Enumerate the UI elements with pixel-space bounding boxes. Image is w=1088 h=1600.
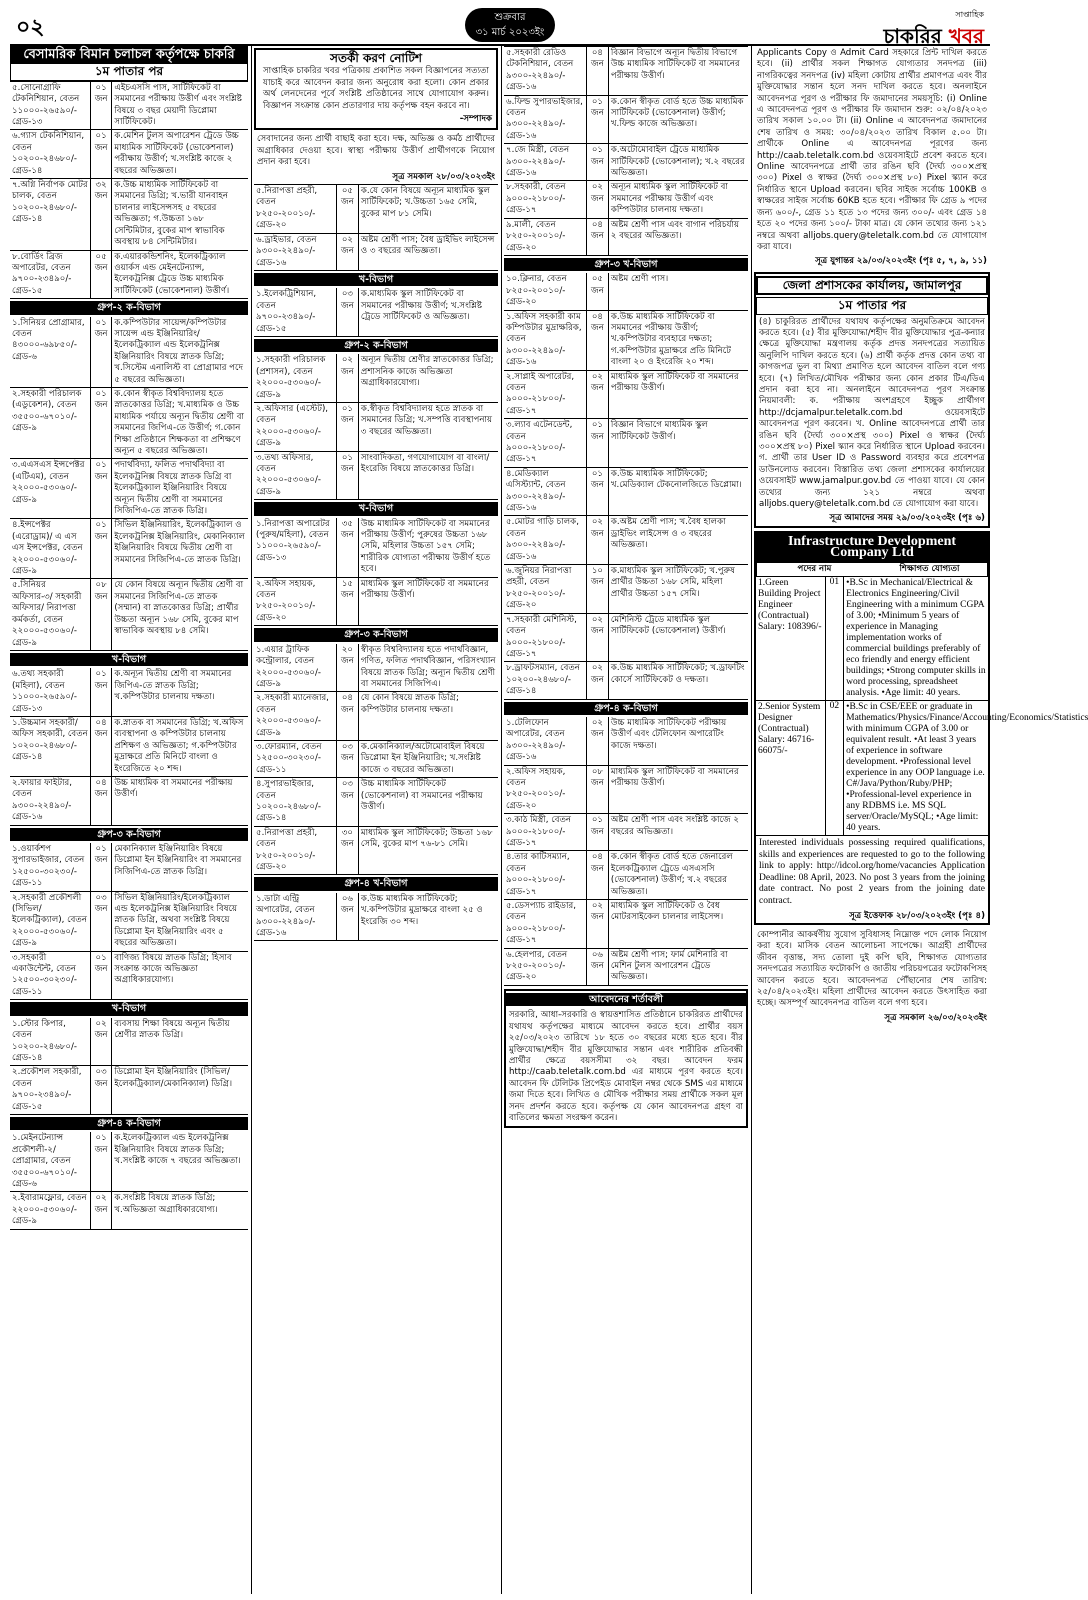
table-row [254, 578, 498, 627]
column-2 [254, 46, 498, 1594]
qualification-text: যে কোন বিষয়ে অন্যূন দ্বিতীয় শ্রেণী বা সমমানের সিজিপিএ-তে স্নাতক (সম্মান) বা স্নাতকোত্তর ডিগ্রি; প্রার্থীর উচ্চতা অন্যূন ১৬৮ সেমি, বুকের মাপ স্বাভাবিক অবস্থায় ৮৪ সেমি। [114, 580, 244, 637]
table-row [504, 766, 748, 815]
job-post-name: ১.এয়ার ট্রাফিক কন্ট্রোলার, বেতন ২২০০০-৫৩০৬০/- গ্রেড-৯ [254, 644, 337, 692]
jamalpur-body: (৪) চাকুরিরত প্রার্থীদের যথাযথ কর্তৃপক্ষের অনুমতিক্রমে আবেদন করতে হবে। (৫) বীর মুক্তিযোদ্ধা/শহীদ বীর মুক্তিযোদ্ধার পুত্র-কন্যার ক্ষেত্রে মুক্তিযোদ্ধা মন্ত্রণালয় কর্তৃক প্রদত্ত সনদপত্রের সত্যায়িত অনুলিপি দাখিল করতে হবে। (৬) প্রার্থী কর্তৃক প্রদত্ত কোন তথ্য বা কাগজপত্র ভুল বা মিথ্যা প্রমাণিত হলে আবেদন বাতিল বলে গণ্য হবে। (৭) লিখিত/মৌখিক পরীক্ষার জন্য কোন প্রকার টিএ/ডিএ প্রদান করা হবে না। অনলাইনে আবেদনপত্র পূরণ সংক্রান্ত নিয়মাবলী: ক. পরীক্ষায় অংশগ্রহণে ইচ্ছুক প্রার্থীগণ http://dcjamalpur.teletalk.com.bd ওয়েবসাইটে আবেদনপত্র পূরণ করবেন। খ. Online আবেদনপত্রে প্রার্থী তার রঙিন ছবি (দৈর্ঘ্য ৩০০×প্রস্থ ৩০০) Pixel ও স্বাক্ষর (দৈর্ঘ্য ৩০০×প্রস্থ ৮০) Pixel স্ক্যান করে নির্ধারিত স্থানে Upload করবেন। গ. প্রার্থী তার User ID ও Password ব্যবহার করে প্রবেশপত্র ডাউনলোড করবেন। বিস্তারিত তথ্য জেলা প্রশাসকের কার্যালয়ের ওয়েবসাইট www.jamalpur.gov.bd তে পাওয়া যাবে। যে কোন তথ্যের জন্য ১২১ নম্বরে অথবা alljobs.query@teletalk.com.bd তে যোগাযোগ করা যাবে। [759, 316, 985, 510]
qualification-text: ক.মেশিন টুলস অপারেশন ট্রেডে উচ্চ মাধ্যমিক সার্টিফিকেট (ভোকেশনাল) পরীক্ষায় উত্তীর্ণ; খ.সংশ্লিষ্ট কাজে ২ বছরের অভিজ্ঞতা। [114, 131, 239, 176]
job-post-name: ৫.সোনোগ্রাফি টেকনিশিয়ান, বেতন ১১০০০-২৬৫৯০/- গ্রেড-১৩ [10, 82, 91, 130]
job-post-name: ১.সিনিয়র প্রোগ্রামার, বেতন ৪৩০০০-৬৯৮৫০/- গ্রেড-৬ [10, 317, 91, 387]
table-row [504, 96, 748, 145]
vacancy-count: ৩০ জন [337, 827, 359, 875]
qualification-text: ক.যে কোন বিষয়ে অন্যূন মাধ্যমিক স্কুল সার্টিফিকেট; খ.উচ্চতা ১৬৫ সেমি, বুকের মাপ ৮১ সেমি। [360, 186, 490, 219]
vacancy-count: ০৪ জন [587, 47, 609, 95]
job-post-name: ৪.মেডিক্যাল এসিস্ট্যান্ট, বেতন ৯৩০০-২২৪৯০/- গ্রেড-১৬ [504, 468, 587, 516]
vacancy-count: ০২ জন [587, 371, 609, 419]
vacancy-count: ০১ জন [91, 952, 112, 1000]
table-row [10, 843, 248, 892]
vacancy-count: ০৩ জন [91, 1066, 112, 1114]
qualification-text: সিভিল ইঞ্জিনিয়ারিং, ইলেকট্রিক্যাল ও ইলেকট্রনিক্স ইঞ্জিনিয়ারিং, মেকানিক্যাল ইঞ্জিনিয়ারিং বিষয়ে দ্বিতীয় শ্রেণী বা সমমানের সিজিপিএ-তে স্নাতক ডিগ্রি। [114, 520, 245, 565]
qualification-text: অন্যূন মাধ্যমিক স্কুল সার্টিফিকেট বা সমমানের পরীক্ষায় উত্তীর্ণ এবং কম্পিউটার চালনায় দক্ষতা। [610, 182, 728, 216]
table-row [504, 949, 748, 986]
job-post-name: ১০.ক্লিনার, বেতন ৮২৫০-২০০১০/- গ্রেড-২০ [504, 273, 587, 309]
job-post-name: ১.মেইনটেন্যান্স প্রকৌশলী-২/ প্রোগ্রামার, বেতন ৩৫৫০০-৬৭০১০/- গ্রেড-৬ [10, 1132, 91, 1191]
vacancy-count: ০১ জন [91, 388, 112, 458]
job-post-name: ২.সহকারী প্রকৌশলী (সিভিল/ ইলেকট্রিক্যাল), বেতন ২২০০০-৫৩০৬০/- গ্রেড-৯ [10, 892, 91, 951]
job-post-name: ৩.তথ্য অফিসার, বেতন ২২০০০-৫৩০৬০/- গ্রেড-৯ [254, 452, 337, 500]
vacancy-count: ০১ জন [337, 452, 359, 500]
column-4 [754, 46, 1088, 1594]
qualification-text: অষ্টম শ্রেণী পাস; ফার্ম মেশিনারি বা মেশিন টুলস অপারেশন ট্রেডে অভিজ্ঞতা। [610, 949, 728, 983]
warning-notice-body: সাপ্তাহিক চাকরির খবর পত্রিকায় প্রকাশিত সকল বিজ্ঞাপনের সত্যতা যাচাই করে আবেদন করার জন্য অনুরোধ করা হলো। কোন প্রকার অর্থ লেনদেনের পূর্বে সংশ্লিষ্ট প্রতিষ্ঠানের সাথে যোগাযোগ করুন। বিজ্ঞাপন সংক্রান্ত কোন প্রতারণার দায় কর্তৃপক্ষ বহন করবে না। [263, 66, 489, 111]
vacancy-count: ০৩ জন [91, 892, 112, 951]
vacancy-count: ১০ জন [587, 565, 609, 613]
idcol-post-name: 1.Green Building Project Engineer (Contractual) Salary: 108396/- [756, 577, 826, 700]
table-row [10, 1066, 248, 1115]
table-row [504, 311, 748, 371]
table-row [504, 717, 748, 766]
jamalpur-subtitle: ১ম পাতার পর [756, 297, 988, 314]
job-post-name: ৫.সিনিয়র অফিসার-৩/ সহকারী অফিসার/ নিরাপত্তা কর্মকর্তা, বেতন ২২০০০-৫৩০৬০/- গ্রেড-৯ [10, 579, 91, 649]
vacancy-count: ০৪ জন [587, 851, 609, 899]
qualification-text: ক.উচ্চ মাধ্যমিক সার্টিফিকেট বা সমমানের পরীক্ষায় উত্তীর্ণ; খ.কম্পিউটার ব্যবহারে দক্ষতা; গ.কম্পিউটার মুদ্রাক্ষরে প্রতি মিনিটে বাংলা ২০ ও ইংরেজি ২০ শব্দ। [610, 311, 731, 368]
job-post-name: ১.টেলিফোন অপারেটর, বেতন ৯৩০০-২২৪৯০/- গ্রেড-১৬ [504, 717, 587, 765]
qualification-text: ক.এয়ারকন্ডিশনিং, ইলেকট্রিক্যাল ওয়ার্কস এন্ড মেইনটেন্যান্স, ইলেকট্রনিক্স ট্রেডে উচ্চ মাধ্যমিক সার্টিফিকেট (ভোকেশনাল) উত্তীর্ণ। [114, 251, 230, 296]
section-header: গ্রুপ-৪ ক-বিভাগ [10, 1117, 248, 1130]
date-badge [465, 8, 555, 42]
qualification-text: ক.উচ্চ মাধ্যমিক সার্টিফিকেট বা সমমানের ডিগ্রি; খ.ভারী যানবাহন চালনার লাইসেন্সসহ ৫ বছরের অভিজ্ঞতা; গ.উচ্চতা ১৬৮ সেন্টিমিটার, বুকের মাপ স্বাভাবিক অবস্থায় ৮৪ সেন্টিমিটার। [114, 180, 229, 248]
job-post-name: ২.অফিস সহায়ক, বেতন ৮২৫০-২০০১০/- গ্রেড-২০ [254, 578, 337, 626]
job-post-name: ১.সহকারী পরিচালক (প্রশাসন), বেতন ২২০০০-৫৩০৬০/- গ্রেড-৯ [254, 354, 337, 402]
table-row [254, 778, 498, 827]
terms-title: আবেদনের শর্তাবলী [506, 993, 746, 1006]
qualification-text: মেশিনিস্ট ট্রেডে মাধ্যমিক স্কুল সার্টিফিকেট (ভোকেশনাল) উত্তীর্ণ। [610, 614, 726, 637]
job-post-name: ৫.ডেসপ্যাচ রাইডার, বেতন ৯০০০-২১৮০০/- গ্রেড-১৭ [504, 900, 587, 948]
table-row [504, 181, 748, 218]
caab-title: বেসামরিক বিমান চলাচল কর্তৃপক্ষে চাকরি [10, 46, 248, 63]
vacancy-count: ০৫ জন [337, 185, 359, 233]
company-ad-source: সূত্র সমকাল ২৬/০৩/২০২৩ইং [884, 1012, 987, 1023]
qualification-text: বিজ্ঞান বিভাগে অন্যূন দ্বিতীয় বিভাগে উচ্চ মাধ্যমিক সার্টিফিকেট বা সমমানের পরীক্ষায় উত্তীর্ণ। [610, 48, 740, 81]
vacancy-count: ০৮ জন [91, 579, 112, 649]
job-post-name: ৫.নিরাপত্তা প্রহরী, বেতন ৮২৫০-২০০১০/- গ্রেড-২০ [254, 827, 337, 875]
qualification-text: বাণিজ্য বিষয়ে স্নাতক ডিগ্রি; হিসাব সংক্রান্ত কাজে অভিজ্ঞতা অগ্রাধিকারযোগ্য। [114, 952, 232, 986]
qualification-text: অষ্টম শ্রেণী পাস এবং সংশ্লিষ্ট কাজে ২ বছরের অভিজ্ঞতা। [610, 815, 739, 837]
vacancy-count: ০৪ জন [91, 777, 112, 825]
table-row [504, 814, 748, 851]
qualification-text: ক.কম্পিউটার সায়েন্স/কম্পিউটার সায়েন্স এন্ড ইঞ্জিনিয়ারিং/ইলেকট্রিক্যাল এন্ড ইলেকট্রনিক্স ইঞ্জিনিয়ারিং বিষয়ে স্নাতক ডিগ্রি; খ.সিস্টেম এনালিস্ট বা প্রোগ্রামার পদে ৫ বছরের অভিজ্ঞতা। [114, 317, 243, 385]
job-post-name: ১.নিরাপত্তা অপারেটর (পুরুষ/মহিলা), বেতন ১১০০০-২৬৫৯০/- গ্রেড-১৩ [254, 518, 337, 577]
qualification-text: অষ্টম শ্রেণী পাস; বৈধ ড্রাইভিং লাইসেন্স ও ৩ বছরের অভিজ্ঞতা। [360, 234, 495, 257]
job-post-name: ৫.মোটর গাড়ি চালক, বেতন ৯৩০০-২২৪৯০/- গ্রেড-১৬ [504, 516, 587, 564]
job-post-name: ৮.বোর্ডিং ব্রিজ অপারেটর, বেতন ৯৭০০-২৩৪৯০/- গ্রেড-১৫ [10, 251, 91, 299]
table-row [254, 893, 498, 942]
section-header: গ্রুপ-৪ ক-বিভাগ [504, 702, 748, 715]
company-ad-text: কোম্পানীর আকর্ষণীয় সুযোগ সুবিধাসহ নিম্নোক্ত পদে লোক নিয়োগ করা হবে। মাসিক বেতন আলোচনা সাপেক্ষে। আগ্রহী প্রার্থীদের জীবন বৃত্তান্ত, সদ্য তোলা দুই কপি ছবি, শিক্ষাগত যোগ্যতার সনদপত্রের সত্যায়িত ফটোকপি ও জাতীয় পরিচয়পত্রের ফটোকপিসহ আবেদন করতে হবে। আবেদনপত্র পৌঁছানোর শেষ তারিখ: ২৫/০৪/২০২৩ইং। মহিলা প্রার্থীদের আবেদন করতে উৎসাহিত করা হচ্ছে। অসম্পূর্ণ আবেদনপত্র বাতিল বলে গণ্য হবে। [757, 930, 987, 1009]
job-post-name: ৯.মালী, বেতন ৮২৫০-২০০১০/- গ্রেড-২০ [504, 219, 587, 255]
jamalpur-title: জেলা প্রশাসকের কার্যালয়, জামালপুর [756, 276, 988, 295]
table-row [254, 354, 498, 403]
table-row [254, 403, 498, 452]
job-post-name: ৪.সুপারভাইজার, বেতন ১০২০০-২৪৬৮০/- গ্রেড-১৪ [254, 778, 337, 826]
table-row [254, 518, 498, 578]
qualification-text: ব্যবসায় শিক্ষা বিষয়ে অন্যূন দ্বিতীয় শ্রেণীর স্নাতক ডিগ্রি। [114, 1018, 230, 1041]
qualification-text: ক.সংশ্লিষ্ট বিষয়ে স্নাতক ডিগ্রি; খ.অভিজ্ঞতা অগ্রাধিকারযোগ্য। [114, 1193, 218, 1215]
job-post-name: ২.অফিস সহায়ক, বেতন ৮২৫০-২০০১০/- গ্রেড-২০ [504, 766, 587, 814]
table-row [504, 47, 748, 96]
job-post-name: ৭.সহকারী মেশিনিস্ট, বেতন ৯০০০-২১৮০০/- গ্রেড-১৭ [504, 614, 587, 662]
vacancy-count: ০২ জন [337, 234, 359, 270]
table-row [504, 371, 748, 420]
job-post-name: ৭.জে মিস্ত্রী, বেতন ৯৩০০-২২৪৯০/- গ্রেড-১৬ [504, 144, 587, 180]
table-row [10, 1132, 248, 1192]
column-3 [504, 46, 748, 1594]
terms-body: সরকারি, আধা-সরকারি ও স্বায়ত্তশাসিত প্রতিষ্ঠানে চাকরিরত প্রার্থীদের যথাযথ কর্তৃপক্ষের মাধ্যমে আবেদন করতে হবে। প্রার্থীর বয়স ২৫/০৩/২০২৩ তারিখে ১৮ হতে ৩০ বছরের মধ্যে হতে হবে। বীর মুক্তিযোদ্ধা/শহীদ বীর মুক্তিযোদ্ধার সন্তান এবং শারীরিক প্রতিবন্ধী প্রার্থীর ক্ষেত্রে বয়সসীমা ৩২ বছর। আবেদন ফরম http://caab.teletalk.com.bd এর মাধ্যমে পূরণ করতে হবে। আবেদন ফি টেলিটক প্রিপেইড মোবাইল নম্বর থেকে SMS এর মাধ্যমে জমা দিতে হবে। লিখিত ও মৌখিক পরীক্ষার সময় প্রার্থীকে সকল মূল সনদ প্রদর্শন করতে হবে। কর্তৃপক্ষ যে কোন আবেদনপত্র গ্রহণ বা বাতিলের ক্ষমতা সংরক্ষণ করেন। [509, 1010, 743, 1123]
caab-subtitle: ১ম পাতার পর [10, 63, 248, 80]
vacancy-count: ০৫ জন [587, 273, 609, 309]
qualification-text: উচ্চ মাধ্যমিক সার্টিফিকেট বা সমমানের পরীক্ষায় উত্তীর্ণ; পুরুষের উচ্চতা ১৬৮ সেমি, মহিলার উচ্চতা ১৫৭ সেমি; শারীরিক যোগ্যতা পরীক্ষায় উত্তীর্ণ হতে হবে। [360, 518, 491, 575]
table-row [10, 459, 248, 519]
qualification-text: ক.মাধ্যমিক স্কুল সার্টিফিকেট বা সমমানের পরীক্ষায় উত্তীর্ণ; খ.সংশ্লিষ্ট ট্রেডে সার্টিফিকেট ও অভিজ্ঞতা। [360, 289, 483, 323]
vacancy-count: ০১ জন [91, 82, 112, 130]
section-header: গ্রুপ-৩ খ-বিভাগ [504, 258, 748, 271]
job-post-name: ৬.তথ্য সহকারী (মহিলা), বেতন ১১০০০-২৬৫৯০/- গ্রেড-১৩ [10, 668, 91, 716]
page-number: ০২ [16, 15, 45, 40]
vacancy-count: ০২ জন [587, 900, 609, 948]
vacancy-count: ৩২ জন [91, 179, 112, 249]
columns [10, 46, 1088, 1594]
table-row [10, 952, 248, 1001]
masthead [10, 6, 990, 46]
table-row [254, 234, 498, 271]
job-table-2 [254, 184, 498, 941]
table-row [254, 741, 498, 778]
vacancy-count: ০৪ জন [91, 717, 112, 776]
qualification-text: অষ্টম শ্রেণী পাস এবং বাগান পরিচর্যায় ২ বছরের অভিজ্ঞতা। [610, 219, 740, 242]
job-post-name: ৫.সহকারী রেডিও টেকনিশিয়ান, বেতন ৯৩০০-২২৪৯০/- গ্রেড-১৬ [504, 47, 587, 95]
table-row [254, 692, 498, 741]
section-header: গ্রুপ-৩ ক-বিভাগ [254, 628, 498, 641]
vacancy-count: ০১ জন [587, 468, 609, 516]
section-header: খ-বিভাগ [254, 502, 498, 515]
table-row [756, 701, 1088, 836]
column-1 [10, 46, 248, 1594]
job-post-name: ২.সহকারী পরিচালক (এডুকেশন), বেতন ৩৫৫০০-৬৭০১০/- গ্রেড-৯ [10, 388, 91, 458]
qualification-text: ক.উচ্চ মাধ্যমিক সার্টিফিকেট; খ.কম্পিউটার মুদ্রাক্ষরে বাংলা ২৫ ও ইংরেজি ৩০ শব্দ। [360, 893, 483, 927]
qualification-text: ক.অটোমোবাইল ট্রেডে মাধ্যমিক সার্টিফিকেট (ভোকেশনাল); খ.২ বছরের অভিজ্ঞতা। [610, 145, 745, 179]
table-row [504, 468, 748, 517]
vacancy-count: ০৫ জন [91, 251, 112, 299]
job-post-name: ৬.হেলপার, বেতন ৮২৫০-২০০১০/- গ্রেড-২০ [504, 949, 587, 985]
job-post-name: ২.অফিসার (এস্টেট), বেতন ২২০০০-৫৩০৬০/- গ্রেড-৯ [254, 403, 337, 451]
vacancy-count: ০২ জন [587, 614, 609, 662]
job-post-name: ৩.ল্যাব এটেনডেন্ট, বেতন ৯০০০-২১৮০০/- গ্রেড-১৭ [504, 419, 587, 467]
table-row [10, 388, 248, 459]
vacancy-count: ০৩ জন [337, 288, 359, 336]
vacancy-count: ০৮ জন [587, 766, 609, 814]
caab-apply-text: Applicants Copy ও Admit Card সহকারে প্রিন্ট দাখিল করতে হবে। (ii) প্রার্থীর সকল শিক্ষাগত যোগ্যতার সনদপত্র (iii) নাগরিকত্বের সনদপত্র (iv) মহিলা কোটায় প্রার্থীর প্রমাণপত্র এবং বীর মুক্তিযোদ্ধার সন্তান হলে সনদ দাখিল করতে হবে। অনলাইনে আবেদনপত্র পূরণ ও পরীক্ষার ফি জমাদানের সময়সূচি: (i) Online এ আবেদনপত্র পূরণ ও পরীক্ষার ফি জমাদান শুরু: ০২/০৪/২০২৩ তারিখ সকাল ১০.০০ টা। (ii) Online এ আবেদনপত্র জমাদানের শেষ তারিখ ও সময়: ৩০/০৪/২০২৩ তারিখ বিকাল ৫.০০ টা। প্রার্থীকে Online এ আবেদনপত্র পূরণের জন্য http://caab.teletalk.com.bd ওয়েবসাইটে প্রবেশ করতে হবে। Online আবেদনপত্রে প্রার্থী তার রঙিন ছবি (দৈর্ঘ্য ৩০০×প্রস্থ ৩০০) Pixel ও স্বাক্ষর (দৈর্ঘ্য ৩০০×প্রস্থ ৮০) Pixel স্ক্যান করে নির্ধারিত স্থানে Upload করবেন। ছবির সাইজ সর্বোচ্চ 100KB ও স্বাক্ষরের সাইজ সর্বোচ্চ 60KB হতে হবে। পরীক্ষার ফি গ্রেড ৯ পদের জন্য ৬০০/-, গ্রেড ১১ হতে ১৩ পদের জন্য ৩০০/- এবং গ্রেড ১৪ হতে ২০ পদের জন্য ১০০/- টাকা মাত্র। যে কোন তথ্যের জন্য ১২১ নম্বরে অথবা alljobs.query@teletalk.com.bd তে যোগাযোগ করা যাবে। [757, 48, 987, 252]
table-row [10, 519, 248, 579]
intro-source: সূত্র সমকাল ২৮/০৩/২০২৩ইং [392, 171, 495, 182]
vacancy-count: ০২ জন [91, 1018, 112, 1066]
vacancy-count: ০১ জন [91, 668, 112, 716]
idcol-table [756, 577, 1088, 836]
job-post-name: ৪.তার কাটিসম্যান, বেতন ৯০০০-২১৮০০/- গ্রেড-১৭ [504, 851, 587, 899]
job-post-name: ৩.ফোরম্যান, বেতন ১২৫০০-৩০২৩০/- গ্রেড-১১ [254, 741, 337, 777]
qualification-text: এইচএসসি পাস, সার্টিফিকেট বা সমমানের পরীক্ষায় উত্তীর্ণ এবং সংশ্লিষ্ট বিষয়ে ৩ বছর মেয়াদী ডিপ্লোমা সার্টিফিকেট। [114, 82, 242, 128]
qualification-text: ক.অন্যূন দ্বিতীয় শ্রেণী বা সমমানের জিপিএ-তে স্নাতক ডিগ্রি; খ.কম্পিউটার চালনায় দক্ষতা। [114, 669, 232, 703]
table-row [254, 185, 498, 234]
qualification-text: ক.মাধ্যমিক স্কুল সার্টিফিকেট; খ.পুরুষ প্রার্থীর উচ্চতা ১৬৮ সেমি, মহিলা প্রার্থীর উচ্চতা ১৫৭ সেমি। [610, 566, 735, 599]
vacancy-count: ০১ জন [91, 459, 112, 518]
qualification-text: •B.Sc in CSE/EEE or graduate in Mathematics/Physics/Finance/Accounting/Economics/Statistics with minimum CGPA of 3.00 or equivalent result. •At least 3 years of experience in software development. •Professional level experience in any OOP language i.e. C#/Java/Python/Ruby/PHP; •Professional-level experience in any RDBMS i.e. MS SQL server/Oracle/MySQL; •Age limit: 40 years. [846, 702, 1088, 834]
vacancy-count: 02 [826, 701, 845, 835]
vacancy-count: ০২ জন [587, 717, 609, 765]
table-row [756, 577, 988, 701]
idcol-post-name: 2.Senior System Designer (Contractual) Salary: 46716-66075/- [756, 701, 826, 835]
idcol-box [754, 531, 1088, 925]
job-post-name: ২.ফায়ার ফাইটার, বেতন ৯৩০০-২২৪৯০/- গ্রেড-১৬ [10, 777, 91, 825]
table-row [10, 1192, 248, 1229]
qualification-text: ক.কোন স্বীকৃত বোর্ড হতে উচ্চ মাধ্যমিক সার্টিফিকেট (ভোকেশনাল) উত্তীর্ণ; খ.ফিল্ড কাজে অভিজ্ঞতা। [610, 96, 744, 130]
qualification-text: ক.স্বীকৃত বিশ্ববিদ্যালয় হতে স্নাতক বা সমমানের ডিগ্রি; খ.সম্পত্তি ব্যবস্থাপনায় ৩ বছরের অভিজ্ঞতা। [360, 403, 493, 437]
job-post-name: ৮.ড্রাফটসম্যান, বেতন ১০২০০-২৪৬৮০/- গ্রেড-১৪ [504, 662, 587, 698]
table-row [10, 317, 248, 388]
job-table-3 [504, 46, 748, 986]
table-row [504, 565, 748, 614]
qualification-text: মেকানিক্যাল ইঞ্জিনিয়ারিং বিষয়ে ডিপ্লোমা ইন ইঞ্জিনিয়ারিং বা সমমানের সিজিপিএ-তে স্নাতক ডিগ্রি। [114, 844, 242, 877]
vacancy-count: ০৪ জন [587, 311, 609, 370]
vacancy-count: ০৩ জন [337, 778, 359, 826]
vacancy-count: ০২ জন [587, 181, 609, 217]
vacancy-count: ০৪ জন [337, 692, 359, 740]
vacancy-count: ০৩ জন [337, 741, 359, 777]
qualification-text: ক.কোন স্বীকৃত বোর্ড হতে জেনারেল ইলেকট্রিক্যাল ট্রেডে এসএসসি (ভোকেশনাল) উত্তীর্ণ; খ.২ বছরের অভিজ্ঞতা। [610, 852, 733, 897]
vacancy-count: ০১ জন [587, 419, 609, 467]
brand-name-b: খবর [948, 24, 984, 48]
vacancy-count: ০১ জন [587, 814, 609, 850]
table-row [10, 1018, 248, 1067]
job-post-name: ২.সহকারী ম্যানেজার, বেতন ২২০০০-৫৩০৬০/- গ্রেড-৯ [254, 692, 337, 740]
job-post-name: ১.ওয়ার্কশপ সুপারভাইজার, বেতন ১২৫০০-৩০২৩০/- গ্রেড-১১ [10, 843, 91, 891]
idcol-title: Infrastructure Development Company Ltd [756, 533, 988, 562]
vacancy-count: ০১ জন [91, 130, 112, 178]
job-post-name: ৭.অগ্নি নির্বাপক মোটর চালক, বেতন ১০২০০-২৪৬৮০/- গ্রেড-১৪ [10, 179, 91, 249]
qualification-text: মাধ্যমিক স্কুল সার্টিফিকেট; উচ্চতা ১৬৮ সেমি, বুকের মাপ ৭৬-৮১ সেমি। [360, 827, 493, 850]
brand-name-a: চাকরির [883, 24, 942, 48]
job-post-name: ১.অফিস সহকারী কাম কম্পিউটার মুদ্রাক্ষরিক, বেতন ৯৩০০-২২৪৯০/- গ্রেড-১৬ [504, 311, 587, 370]
section-header: গ্রুপ-২ ক-বিভাগ [10, 301, 248, 314]
table-row [10, 717, 248, 777]
vacancy-count: ০১ জন [91, 317, 112, 387]
qualification-text: ক.অষ্টম শ্রেণী পাস; খ.বৈধ হালকা ড্রাইভিং লাইসেন্স ও ৩ বছরের অভিজ্ঞতা। [610, 517, 726, 551]
table-row [254, 827, 498, 876]
section-header: খ-বিভাগ [254, 273, 498, 286]
vacancy-count: 01 [826, 577, 845, 700]
intro-text: সেবাদানের জন্য প্রার্থী বাছাই করা হবে। দক্ষ, অভিজ্ঞ ও কর্মঠ প্রার্থীদের অগ্রাধিকার দেওয়া হবে। স্বাস্থ্য পরীক্ষায় উত্তীর্ণ প্রার্থীগণকে নিয়োগ প্রদান করা হবে। [257, 134, 495, 168]
date-label: ৩১ মার্চ ২০২৩ইং [475, 27, 545, 38]
qualification-text: যে কোন বিষয়ে স্নাতক ডিগ্রি; কম্পিউটার চালনায় দক্ষতা। [360, 693, 459, 715]
job-post-name: ৬.ড্রাইভার, বেতন ৯৩০০-২২৪৯০/- গ্রেড-১৬ [254, 234, 337, 270]
table-row [504, 900, 748, 949]
idcol-header-post: পদের নাম [797, 563, 832, 574]
job-post-name: ৬.ফিল্ড সুপারভাইজার, বেতন ৯৩০০-২২৪৯০/- গ্রেড-১৬ [504, 96, 587, 144]
table-row [10, 179, 248, 250]
vacancy-count: ৩৫ জন [337, 518, 359, 577]
vacancy-count: ১৫ জন [337, 578, 359, 626]
qualification-text: ক.কোন স্বীকৃত বিশ্ববিদ্যালয় হতে স্নাতকোত্তর ডিগ্রি; খ.মাধ্যমিক ও উচ্চ মাধ্যমিক পর্যায়ে অন্যূন দ্বিতীয় শ্রেণী বা সমমানের জিপিএ-তে উত্তীর্ণ; গ.কোন শিক্ষা প্রতিষ্ঠানে শিক্ষকতা বা প্রশিক্ষণে অন্যূন ৫ বছরের অভিজ্ঞতা। [114, 388, 244, 456]
qualification-text: অষ্টম শ্রেণী পাস। [610, 274, 669, 285]
section-header: খ-বিভাগ [10, 1002, 248, 1015]
warning-notice-title: সতর্কী করণ নোটিশ [330, 51, 422, 65]
table-row [504, 273, 748, 310]
qualification-text: ক.উচ্চ মাধ্যমিক সার্টিফিকেট; খ.ড্রাফটিং কোর্সে সার্টিফিকেট ও দক্ষতা। [610, 663, 745, 685]
day-label: শুক্রবার [494, 12, 526, 23]
section-header: গ্রুপ-৩ ক-বিভাগ [10, 828, 248, 841]
vacancy-count: ০৬ জন [337, 893, 359, 941]
column-divider [501, 46, 502, 1594]
vacancy-count: ০১ জন [91, 843, 112, 891]
job-post-name: ২.প্রকৌশল সহকারী, বেতন ৯৭০০-২৩৪৯০/- গ্রেড-১৫ [10, 1066, 91, 1114]
table-row [10, 130, 248, 179]
job-post-name: ২.ইবারামফ্লোর, বেতন ২২০০০-৫৩০৬০/- গ্রেড-৯ [10, 1192, 91, 1228]
vacancy-count: ২০ জন [337, 644, 359, 692]
table-row [254, 288, 498, 337]
qualification-text: ডিপ্লোমা ইন ইঞ্জিনিয়ারিং (সিভিল/ইলেকট্রিক্যাল/মেকানিক্যাল) ডিগ্রি। [114, 1067, 233, 1089]
qualification-text: মাধ্যমিক স্কুল সার্টিফিকেট বা সমমানের পরীক্ষায় উত্তীর্ণ। [610, 766, 739, 788]
table-row [10, 668, 248, 717]
idcol-apply-text: Interested individuals possessing required qualifications, skills and experiences are requested to go to the following link to apply: http://idcol.org/home/vacancies Application Deadline: 08 April, 2023. No post 3 years from the joining date contract. No post 2 years from the joining date contract. [759, 838, 985, 907]
qualification-text: অন্যূন দ্বিতীয় শ্রেণীর স্নাতকোত্তর ডিগ্রি; প্রশাসনিক কাজে অভিজ্ঞতা অগ্রাধিকারযোগ্য। [360, 355, 494, 389]
job-post-name: ৬.গ্যাস টেকনিশিয়ান, বেতন ১০২০০-২৪৬৮০/- গ্রেড-১৪ [10, 130, 91, 178]
table-row [504, 419, 748, 468]
qualification-text: সাংবাদিকতা, গণযোগাযোগ বা বাংলা/ইংরেজি বিষয়ে স্নাতকোত্তর ডিগ্রি। [360, 452, 490, 474]
warning-notice-signature: -সম্পাদক [459, 114, 492, 125]
qualification-text: স্বীকৃত বিশ্ববিদ্যালয় হতে পদার্থবিজ্ঞান, গণিত, ফলিত পদার্থবিজ্ঞান, পরিসংখ্যান বিষয়ে স্নাতক ডিগ্রি; অন্যূন দ্বিতীয় শ্রেণী বা সমমানের সিজিপিএ। [360, 644, 496, 689]
table-row [504, 851, 748, 900]
column-divider [251, 46, 252, 1594]
qualification-text: ক.মেকানিক্যাল/অটোমোবাইল বিষয়ে ডিপ্লোমা ইন ইঞ্জিনিয়ারিং; খ.সংশ্লিষ্ট কাজে ৩ বছরের অভিজ্ঞতা। [360, 741, 485, 775]
caab-source: সূত্র যুগান্তর ২৯/০৩/২০২৩ইং (পৃঃ ৫, ৭, ৯, ১১) [815, 256, 987, 267]
job-post-name: ৫.নিরাপত্তা প্রহরী, বেতন ৮২৫০-২০০১০/- গ্রেড-২০ [254, 185, 337, 233]
qualification-text: ক.স্নাতক বা সমমানের ডিগ্রি; খ.অফিস ব্যবস্থাপনা ও কম্পিউটার চালনায় প্রশিক্ষণ ও অভিজ্ঞতা; গ.কম্পিউটার মুদ্রাক্ষরে প্রতি মিনিটে বাংলা ও ইংরেজিতে ২০ শব্দ। [114, 717, 244, 774]
job-post-name: ১.ইলেকট্রিশিয়ান, বেতন ৯৭০০-২৩৪৯০/- গ্রেড-১৫ [254, 288, 337, 336]
job-post-name: ২.সাপ্লাই অপারেটর, বেতন ৯০০০-২১৮০০/- গ্রেড-১৭ [504, 371, 587, 419]
table-row [504, 144, 748, 181]
warning-notice [254, 48, 498, 130]
vacancy-count: ০২ জন [587, 662, 609, 698]
qualification-text: ক.উচ্চ মাধ্যমিক সার্টিফিকেট; খ.মেডিক্যাল টেকনোলজিতে ডিপ্লোমা। [610, 468, 742, 491]
qualification-text: মাধ্যমিক স্কুল সার্টিফিকেট ও বৈধ মোটরসাইকেল চালনার লাইসেন্স। [610, 901, 724, 923]
vacancy-count: ০১ জন [91, 1132, 112, 1191]
column-divider [751, 46, 752, 1594]
table-row [10, 777, 248, 826]
idcol-header-req: শিক্ষাগত যোগ্যতা [899, 563, 960, 574]
job-post-name: ৮.সহকারী, বেতন ৯০০০-২১৮০০/- গ্রেড-১৭ [504, 181, 587, 217]
vacancy-count: ০২ জন [91, 1192, 112, 1228]
jamalpur-source: সূত্র আমাদের সময় ২৯/০৩/২০২৩ইং (পৃঃ ৬) [829, 513, 985, 524]
qualification-text: ক.ইলেকট্রিক্যাল এন্ড ইলেকট্রনিক্স ইঞ্জিনিয়ারিং বিষয়ে স্নাতক ডিগ্রি; খ.সংশ্লিষ্ট কাজে ৭ বছরের অভিজ্ঞতা। [114, 1133, 241, 1167]
qualification-text: উচ্চ মাধ্যমিক সার্টিফিকেট পরীক্ষায় উত্তীর্ণ এবং টেলিফোন অপারেটিং কাজে দক্ষতা। [610, 717, 727, 751]
job-post-name: ৬.জুনিয়র নিরাপত্তা প্রহরী, বেতন ৮২৫০-২০০১০/- গ্রেড-২০ [504, 565, 587, 613]
table-row [504, 614, 748, 663]
job-post-name: ৪.ইন্সপেক্টর (এরোড্রাম)/ এ এস এস ইন্সপেক্টর, বেতন ২২০০০-৫৩০৬০/- গ্রেড-৯ [10, 519, 91, 578]
section-header: গ্রুপ-৪ খ-বিভাগ [254, 877, 498, 890]
table-row [10, 579, 248, 650]
qualification-text: সিভিল ইঞ্জিনিয়ারিং/ইলেকট্রিক্যাল এন্ড ইলেকট্রনিক্স ইঞ্জিনিয়ারিং বিষয়ে স্নাতক ডিগ্রি, অথবা সংশ্লিষ্ট বিষয়ে ডিপ্লোমা ইন ইঞ্জিনিয়ারিং এবং ৫ বছরের অভিজ্ঞতা। [114, 892, 238, 949]
caab-job-table [10, 81, 248, 1230]
table-row [254, 644, 498, 693]
table-row [504, 219, 748, 256]
vacancy-count: ০১ জন [587, 96, 609, 144]
vacancy-count: ০১ জন [91, 519, 112, 578]
job-post-name: ১.স্টোর কিপার, বেতন ১০২০০-২৪৬৮০/- গ্রেড-১৪ [10, 1018, 91, 1066]
idcol-header [756, 562, 988, 577]
table-row [10, 892, 248, 952]
qualification-text: পদার্থবিদ্যা, ফলিত পদার্থবিদ্যা বা ইলেকট্রনিক্স বিষয়ে স্নাতক ডিগ্রি বা ইলেকট্রিক্যাল ইঞ্জিনিয়ারিং বিষয়ে অন্যূন দ্বিতীয় শ্রেণী বা সমমানের সিজিপিএ-তে স্নাতক ডিগ্রি। [114, 460, 232, 517]
vacancy-count: ০১ জন [337, 403, 359, 451]
vacancy-count: ০১ জন [587, 144, 609, 180]
job-post-name: ৩.সহকারী একাউন্টেন্ট, বেতন ১২৫০০-৩০২৩০/- গ্রেড-১১ [10, 952, 91, 1000]
job-post-name: ১.উচ্চমান সহকারী/ অফিস সহকারী, বেতন ১০২০০-২৪৬৮০/- গ্রেড-১৪ [10, 717, 91, 776]
section-header: খ-বিভাগ [10, 653, 248, 666]
jamalpur-box [754, 272, 990, 528]
qualification-text: উচ্চ মাধ্যমিক সার্টিফিকেট (ভোকেশনাল) বা সমমানের পরীক্ষায় উত্তীর্ণ। [360, 779, 483, 812]
table-row [504, 662, 748, 699]
job-post-name: ৩.এএসএস ইন্সপেক্টর (এটিএম), বেতন ২২০০০-৫৩০৬০/- গ্রেড-৯ [10, 459, 91, 518]
job-post-name: ১.ডাটা এন্ট্রি অপারেটর, বেতন ৯৩০০-২২৪৯০/- গ্রেড-১৬ [254, 893, 337, 941]
vacancy-count: ০৬ জন [587, 949, 609, 985]
terms-box [504, 989, 748, 1128]
vacancy-count: ০২ জন [587, 516, 609, 564]
vacancy-count: ০২ জন [337, 354, 359, 402]
vacancy-count: ০৪ জন [587, 219, 609, 255]
table-row [10, 251, 248, 300]
job-post-name: ৩.কাঠ মিস্ত্রী, বেতন ৯০০০-২১৮০০/- গ্রেড-১৭ [504, 814, 587, 850]
table-row [254, 452, 498, 501]
qualification-text: বিজ্ঞান বিভাগে মাধ্যমিক স্কুল সার্টিফিকেট উত্তীর্ণ। [610, 420, 708, 442]
brand-prefix: সাপ্তাহিক [955, 10, 984, 19]
qualification-text: •B.Sc in Mechanical/Electrical & Electronics Engineering/Civil Engineering with a minimum CGPA of 3.00; •Minimum 5 years of experience in Managing implementation works of commercial buildings preferably of eco friendly and energy efficient buildings; •Strong computer skills in word processing, spreadsheet analysis. •Age limit: 40 years. [846, 578, 986, 699]
table-row [10, 82, 248, 131]
qualification-text: উচ্চ মাধ্যমিক বা সমমানের পরীক্ষায় উত্তীর্ণ। [114, 777, 233, 800]
qualification-text: মাধ্যমিক স্কুল সার্টিফিকেট বা সমমানের পরীক্ষায় উত্তীর্ণ। [360, 578, 489, 601]
idcol-source: সূত্র ইত্তেফাক ২৮/০৩/২০২৩ইং (পৃঃ ৪) [849, 910, 985, 921]
qualification-text: মাধ্যমিক স্কুল সার্টিফিকেট বা সমমানের পরীক্ষায় উত্তীর্ণ। [610, 371, 739, 393]
table-row [504, 516, 748, 565]
section-header: গ্রুপ-২ ক-বিভাগ [254, 339, 498, 352]
